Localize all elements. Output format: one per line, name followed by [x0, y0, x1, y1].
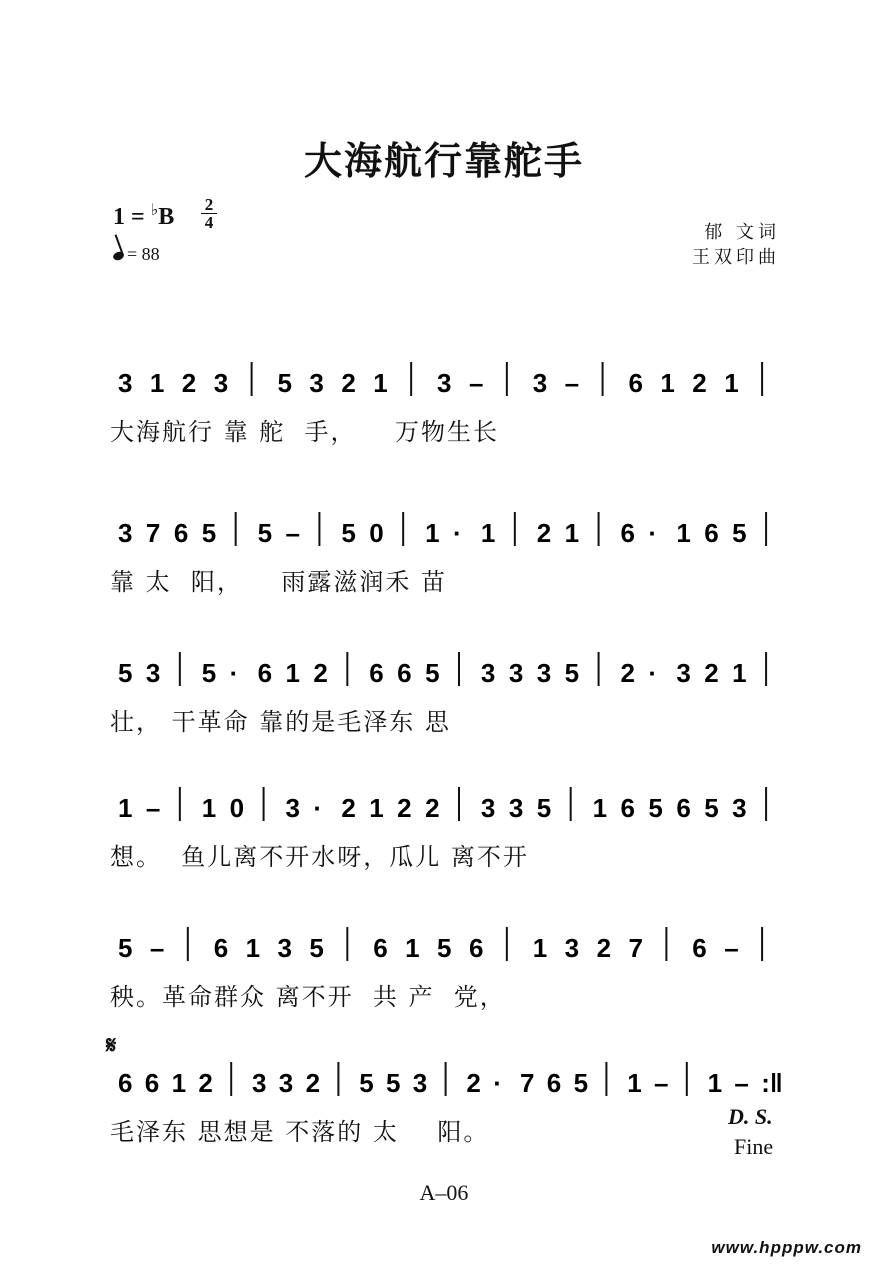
- note: 1: [285, 658, 300, 688]
- note: 7: [628, 933, 643, 963]
- note: 1: [405, 933, 420, 963]
- note: 5: [437, 933, 452, 963]
- note: 5: [201, 518, 217, 548]
- note: 6: [369, 658, 384, 688]
- notation-line: [110, 350, 790, 410]
- notation-line: [110, 1050, 790, 1110]
- note: 6: [397, 658, 412, 688]
- note: 7: [145, 518, 161, 548]
- note: 0: [369, 518, 384, 548]
- note: 2: [198, 1068, 213, 1098]
- note: 1: [245, 933, 261, 963]
- lyricist-credit: 郁 文词: [704, 222, 780, 243]
- note: 6: [144, 1068, 160, 1098]
- note: 6: [546, 1068, 562, 1098]
- note: 5: [732, 518, 747, 548]
- note: 3: [145, 658, 161, 688]
- note: 5: [257, 518, 273, 548]
- note: –: [468, 368, 484, 398]
- note: 1: [660, 368, 675, 398]
- note: 2: [305, 1068, 321, 1098]
- note: 2: [536, 518, 552, 548]
- note: 1: [724, 368, 739, 398]
- note: 2: [466, 1068, 481, 1098]
- note: 5: [341, 518, 356, 548]
- note: ·: [229, 658, 239, 688]
- note: 1: [201, 793, 217, 823]
- notation-line: [110, 500, 790, 560]
- key-signature: 1 = ♭B: [113, 202, 175, 230]
- note: 1: [532, 933, 548, 963]
- note: –: [149, 933, 165, 963]
- note: 2: [425, 793, 440, 823]
- note: 2: [341, 368, 356, 398]
- note: 3: [277, 933, 292, 963]
- lyric-line: 毛泽东 思想是 不落的 太 阳。: [110, 1118, 490, 1146]
- note: 1: [425, 518, 440, 548]
- note: 5: [536, 793, 552, 823]
- watermark: www.hpppw.com: [711, 1238, 862, 1257]
- note: 5: [386, 1068, 401, 1098]
- note: 6: [373, 933, 388, 963]
- note: 6: [704, 518, 719, 548]
- note: 5: [564, 658, 580, 688]
- note: 2: [692, 368, 707, 398]
- lyric-line: 大海航行 靠 舵 手， 万物生长: [110, 418, 500, 446]
- notation-line: [110, 640, 790, 700]
- composer-credit: 王双印曲: [692, 247, 780, 268]
- note: 5: [118, 658, 133, 688]
- note: –: [734, 1068, 749, 1098]
- note: 0: [229, 793, 245, 823]
- note: 7: [520, 1068, 535, 1098]
- note: 3: [252, 1068, 267, 1098]
- lyric-line: 壮， 干革命 靠的是毛泽东 思: [110, 708, 451, 736]
- note: 3: [437, 368, 452, 398]
- note: –: [145, 793, 161, 823]
- note: 1: [627, 1068, 642, 1098]
- lyric-line: 想。 鱼儿离不开水呀，瓜儿 离不开: [110, 843, 529, 871]
- note: 1: [171, 1068, 187, 1098]
- note: 3: [480, 793, 496, 823]
- note: 6: [173, 518, 189, 548]
- note: ·: [453, 518, 462, 548]
- note: 3: [309, 368, 324, 398]
- ds-marking: D. S.: [728, 1104, 773, 1129]
- note: ·: [493, 1068, 502, 1098]
- note: 2: [620, 658, 635, 688]
- note: 1: [369, 793, 384, 823]
- note: 3: [676, 658, 691, 688]
- note: 3: [480, 658, 496, 688]
- note: 5: [425, 658, 440, 688]
- note: 3: [508, 658, 524, 688]
- note: 2: [313, 658, 328, 688]
- note: 3: [536, 658, 552, 688]
- note: 3: [118, 518, 133, 548]
- notation-line: [110, 915, 790, 975]
- note: 5: [309, 933, 324, 963]
- note: –: [285, 518, 300, 548]
- note: 5: [648, 793, 663, 823]
- note: 1: [118, 793, 133, 823]
- quarter-note-icon: [112, 250, 125, 261]
- time-signature: 2 4: [200, 196, 218, 231]
- segno-sign: 𝄋: [106, 1030, 117, 1059]
- note: 5: [118, 933, 133, 963]
- note: 2: [181, 368, 197, 398]
- flat-symbol: ♭: [150, 202, 159, 219]
- note: 5: [359, 1068, 374, 1098]
- note: 2: [704, 658, 719, 688]
- note: :‖: [761, 1068, 783, 1098]
- note: 2: [596, 933, 612, 963]
- note: 1: [732, 658, 747, 688]
- lyric-line: 靠 太 阳， 雨露滋润禾 苗: [110, 568, 448, 596]
- note: 6: [692, 933, 707, 963]
- note: 3: [278, 1068, 294, 1098]
- note: 1: [373, 368, 388, 398]
- note: –: [564, 368, 580, 398]
- notation-line: [110, 775, 790, 835]
- note: 3: [508, 793, 524, 823]
- note: 2: [397, 793, 412, 823]
- note: 3: [213, 368, 229, 398]
- note: 3: [118, 368, 133, 398]
- note: –: [724, 933, 739, 963]
- tempo-marking: = 88: [113, 244, 160, 265]
- note: 6: [257, 658, 273, 688]
- note: 3: [412, 1068, 428, 1098]
- note: 5: [573, 1068, 589, 1098]
- note: 6: [628, 368, 643, 398]
- note: 6: [468, 933, 484, 963]
- note: 3: [732, 793, 747, 823]
- note: –: [654, 1068, 669, 1098]
- note: ·: [648, 658, 658, 688]
- note: 3: [564, 933, 580, 963]
- note: 3: [285, 793, 300, 823]
- page-number: A–06: [419, 1180, 469, 1205]
- note: 1: [676, 518, 691, 548]
- note: ·: [648, 518, 658, 548]
- note: 5: [704, 793, 719, 823]
- note: 1: [149, 368, 165, 398]
- note: ·: [313, 793, 323, 823]
- lyric-line: 秧。革命群众 离不开 共 产 党，: [110, 983, 506, 1011]
- fine-marking: Fine: [734, 1134, 774, 1159]
- note: 6: [676, 793, 691, 823]
- note: 5: [277, 368, 292, 398]
- note: 1: [592, 793, 608, 823]
- note: 6: [213, 933, 229, 963]
- note: 5: [201, 658, 217, 688]
- note: 1: [564, 518, 580, 548]
- note: 6: [620, 793, 635, 823]
- note: 2: [341, 793, 356, 823]
- song-title: 大海航行靠舵手: [303, 139, 584, 183]
- note: 6: [118, 1068, 133, 1098]
- note: 1: [480, 518, 496, 548]
- note: 6: [620, 518, 635, 548]
- note: 1: [707, 1068, 723, 1098]
- note: 3: [532, 368, 548, 398]
